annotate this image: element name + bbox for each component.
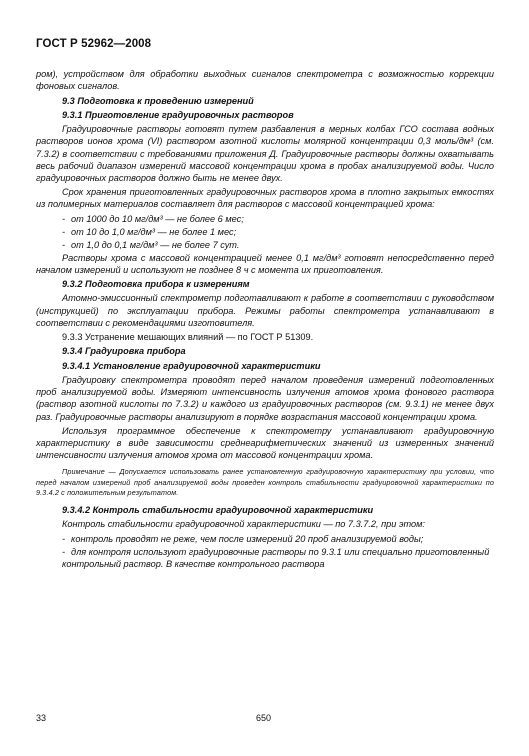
list-item: - от 1,0 до 0,1 мг/дм³ — не более 7 сут. [62,239,240,250]
paragraph-low-concentration: Растворы хрома с массовой концентрацией менее 0,1 мг/дм³ готовят непосредственно перед началом измерений и используют не позднее 8 ч с момента их приготовления. [36,252,494,275]
heading-9-3-2: 9.3.2 Подготовка прибора к измерениям [62,279,250,290]
heading-9-3: 9.3 Подготовка к проведению измерений [62,95,254,106]
list-item: - от 1000 до 10 мг/дм³ — не более 6 мес; [62,213,244,224]
page-number-left: 33 [36,713,47,723]
list-item: - от 10 до 1,0 мг/дм³ — не более 1 мес; [62,226,237,237]
heading-9-3-4: 9.3.4 Градуировка прибора [62,346,186,357]
paragraph-instrument-prep: Атомно-эмиссионный спектрометр подготавливают к работе в соответствии с руководством (инструкцией) по эксплуатации прибора. Режимы работы спектрометра устанавливают в соответствии с рекомендациями изготовителя. [36,293,494,328]
document-header: ГОСТ Р 52962—2008 [36,38,152,50]
page-number-center: 650 [256,713,272,723]
paragraph-storage-term: Срок хранения приготовленных градуировочных растворов хрома в плотно закрытых емкостях из полимерных материалов составляет для растворов с массовой концентрацией хрома: [36,187,494,210]
list-item: - для контроля используют градуировочные растворы по 9.3.1 или специально приготовленный контрольный раствор. В качестве контрольного раствора [62,546,490,569]
paragraph-interference: 9.3.3 Устранение мешающих влияний — по ГОСТ Р 51309. [62,332,314,343]
note-paragraph: Примечание — Допускается использовать ранее установленную градуировочную характеристику при условии, что перед началом измерений проб анализируемой воды проведен контроль стабильности градуировочной характеристики по 9.3.4.2 с положительным результатом. [36,467,494,497]
heading-9-3-4-2: 9.3.4.2 Контроль стабильности градуировочной характеристики [62,504,374,515]
list-item: - контроль проводят не реже, чем после измерений 20 проб анализируемой воды; [62,533,424,544]
heading-9-3-4-1: 9.3.4.1 Установление градуировочной характеристики [62,360,321,371]
paragraph-continuation: ром), устройством для обработки выходных сигналов спектрометра с возможностью коррекции фоновых сигналов. [36,69,494,92]
paragraph-calibration-solutions: Градуировочные растворы готовят путем разбавления в мерных колбах ГСО состава водных растворов ионов хрома (VI) раствором азотной кислоты молярной концентрации 0,3 моль/дм³ (см. 7.3.2) в соответствии с требованиями приложения Д. Градуировочные растворы должны охватывать весь рабочий диапазон измерений массовой концентрации хрома в пробах анализируемой воды. Число градуировочных растворов должно быть не менее двух. [36,124,494,183]
paragraph-stability-control: Контроль стабильности градуировочной характеристики — по 7.3.7.2, при этом: [62,519,425,530]
paragraph-calibration-procedure: Градуировку спектрометра проводят перед началом проведения измерений подготовленных проб анализируемой воды. Измеряют интенсивность излучения атомов хрома фонового раствора (раствор азотной кислоты по 7.3.2) и каждого из градуировочных растворов (см. 9.3.1) не менее двух раз. Градуировочные растворы анализируют в порядке возрастания массовой концентрации хрома. [36,375,494,422]
document-body [36,68,494,571]
heading-9-3-1: 9.3.1 Приготовление градуировочных растворов [62,109,294,120]
paragraph-software-calibration: Используя программное обеспечение к спектрометру устанавливают градуировочную характеристику в виде зависимости среднеарифметических значений из измеренных значений интенсивности излучения атомов хрома от массовой концентрации хрома. [36,425,494,461]
